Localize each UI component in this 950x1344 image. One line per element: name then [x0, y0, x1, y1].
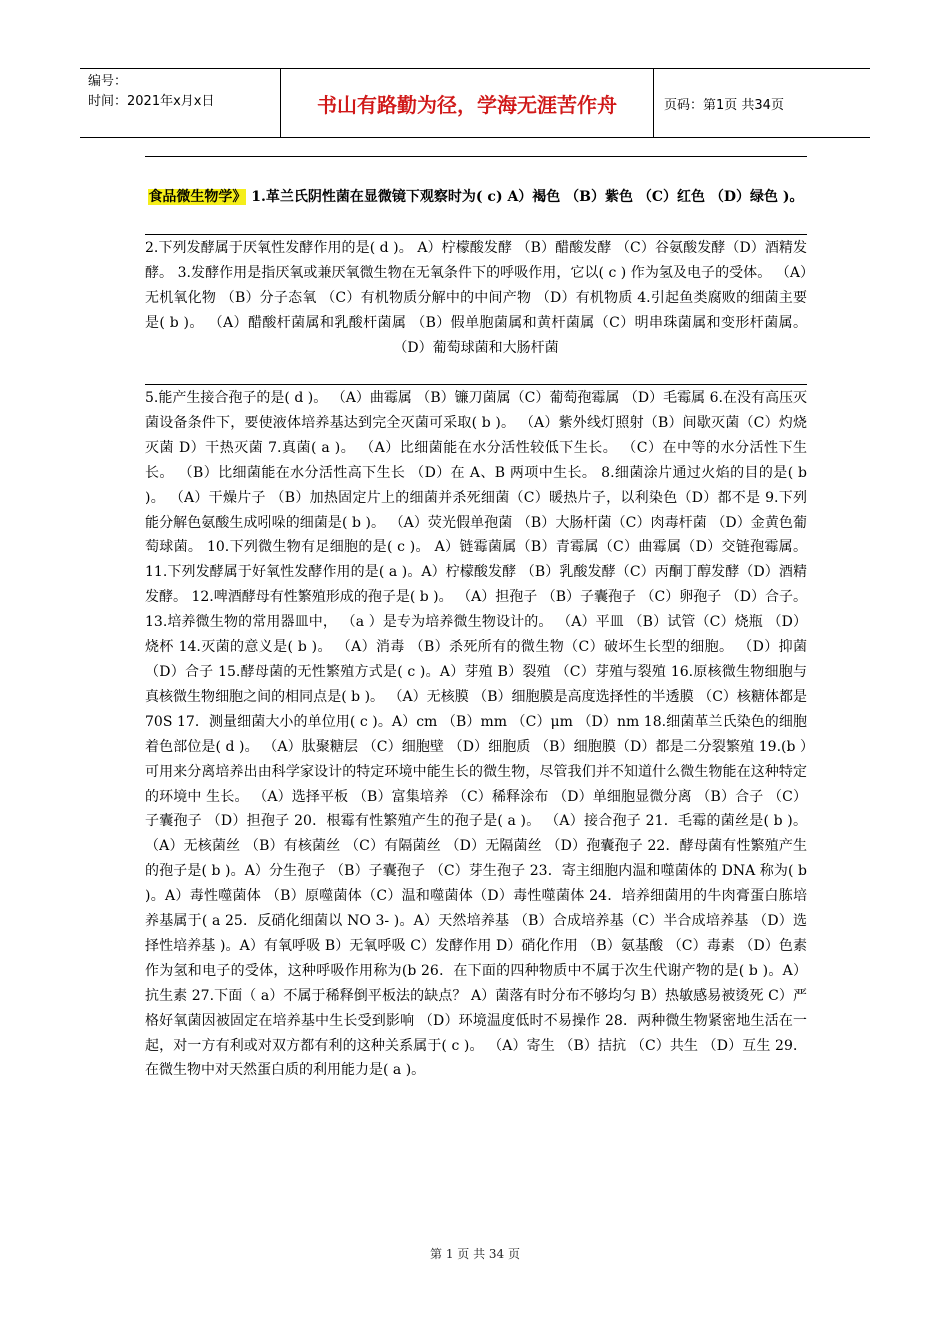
separator-2 — [145, 384, 807, 385]
header-motto: 书山有路勤为径，学海无涯苦作舟 — [280, 69, 654, 137]
header-date-label: 时间：2021年x月x日 — [88, 94, 215, 109]
separator-1 — [145, 234, 807, 235]
header-meta — [80, 69, 280, 137]
question-block-3: 5.能产生接合孢子的是( d )。 （A）曲霉属 （B）镰刀菌属（C）葡萄孢霉属 （D）毛霉属 6.在没有高压灭菌设备条件下，要使液体培养基达到完全灭菌可采取( b )。 （A）紫外线灯照射（B）间歇灭菌（C）灼烧灭菌 D）干热灭菌 7.真菌( a )。 （A）比细菌能在水分活性较低下生长。 （C）在中等的水分活性下生长。 （B）比细菌能在水分活性高下生长 （D）在 A、B 两项中生长。 8.细菌涂片通过火焰的目的是( b )。 （A）干燥片子 （B）加热固定片上的细菌并杀死细菌（C）暖热片子，以利染色（D）都不是 9.下列能分解色氨酸生成吲哚的细菌是( b )。 （A）荧光假单孢菌 （B）大肠杆菌（C）肉毒杆菌 （D）金黄色葡萄球菌。 10.下列微生物有足细胞的是( c )。 A）链霉菌属（B）青霉属（C）曲霉属（D）交链孢霉属。 11.下列发酵属于好氧性发酵作用的是( a )。A）柠檬酸发酵 （B）乳酸发酵（C）丙酮丁醇发酵（D）酒精发酵。 12.啤酒酵母有性繁殖形成的孢子是( b )。 （A）担孢子 （B）子囊孢子 （C）卵孢子 （D）合子。 13.培养微生物的常用器皿中， （a ）是专为培养微生物设计的。 （A）平皿 （B）试管（C）烧瓶 （D）烧杯 14.灭菌的意义是( b )。 （A）消毒 （B）杀死所有的微生物（C）破坏生长型的细胞。 （D）抑菌 （D）合子 15.酵母菌的无性繁殖方式是( c )。A）芽殖 B）裂殖 （C）芽殖与裂殖 16.原核微生物细胞与真核微生物细胞之间的相同点是( b )。 （A）无核膜 （B）细胞膜是高度选择性的半透膜 （C）核糖体都是 70S 17．测量细菌大小的单位用( c )。A）cm （B）mm （C）μm （D）nm 18.细菌革兰氏染色的细胞着色部位是( d )。 （A）肽聚糖层 （C）细胞壁 （D）细胞质 （B）细胞膜（D）都是二分裂繁殖 19.(b ）可用来分离培养出由科学家设计的特定环境中能生长的微生物，尽管我们并不知道什么微生物能在这种特定的环境中 生长。 （A）选择平板 （B）富集培养 （C）稀释涂布 （D）单细胞显微分离 （B）合子 （C）子囊孢子 （D）担孢子 20．根霉有性繁殖产生的孢子是( a )。 （A）接合孢子 21．毛霉的菌丝是( b )。 （A）无核菌丝 （B）有核菌丝 （C）有隔菌丝 （D）无隔菌丝 （D）孢囊孢子 22．酵母菌有性繁殖产生的孢子是( b )。A）分生孢子 （B）子囊孢子 （C）芽生孢子 23．寄主细胞内温和噬菌体的 DNA 称为( b )。A）毒性噬菌体 （B）原噬菌体（C）温和噬菌体（D）毒性噬菌体 24．培养细菌用的牛肉膏蛋白胨培养基属于( a 25．反硝化细菌以 NO 3- )。A）天然培养基 （B）合成培养基（C）半合成培养基 （D）选择性培养基 )。A）有氧呼吸 B）无氧呼吸 C）发酵作用 D）硝化作用 （B）氨基酸 （C）毒素 （D）色素 作为氢和电子的受体，这种呼吸作用称为(b 26．在下面的四种物质中不属于次生代谢产物的是( b )。A）抗生素 27.下面（ a）不属于稀释倒平板法的缺点？ A）菌落有时分布不够均匀 B）热敏感易被烫死 C）严格好氧菌因被固定在培养基中生长受到影响 （D）环境温度低时不易操作 28．两种微生物紧密地生活在一起，对一方有利或对双方都有利的这种关系属于( c )。 （A）寄生 （B）拮抗 （C）共生 （D）互生 29．在微生物中对天然蛋白质的利用能力是( a )。 — [145, 390, 807, 1079]
question-block-2: 2.下列发酵属于厌氧性发酵作用的是( d )。 A）柠檬酸发酵 （B）醋酸发酵 （C）谷氨酸发酵（D）酒精发酵。 3.发酵作用是指厌氧或兼厌氧微生物在无氧条件下的呼吸作用，它以( c ) 作为氢及电子的受体。 （A）无机氧化物 （B）分子态氧 （C）有机物质分解中的中间产物 （D）有机物质 4.引起鱼类腐败的细菌主要是( b )。 （A）醋酸杆菌属和乳酸杆菌属 （B）假单胞菌属和黄杆菌属（C）明串珠菌属和变形杆菌属。 （D）葡萄球菌和大肠杆菌 — [145, 240, 807, 356]
question-block-1 — [145, 185, 807, 210]
header-number-label: 编号： — [88, 74, 128, 89]
top-rule — [145, 156, 807, 157]
page-footer: 第 1 页 共 34 页 — [430, 1247, 520, 1261]
page-header — [80, 68, 870, 138]
header-page-label: 页码：第1页 共34页 — [664, 97, 784, 113]
section-title: 食品微生物学》 — [148, 189, 247, 205]
block1-text: 1.革兰氏阴性菌在显微镜下观察时为( c) A）褐色 （B）紫色 （C）红色 （D）绿色 )。 — [246, 189, 804, 205]
